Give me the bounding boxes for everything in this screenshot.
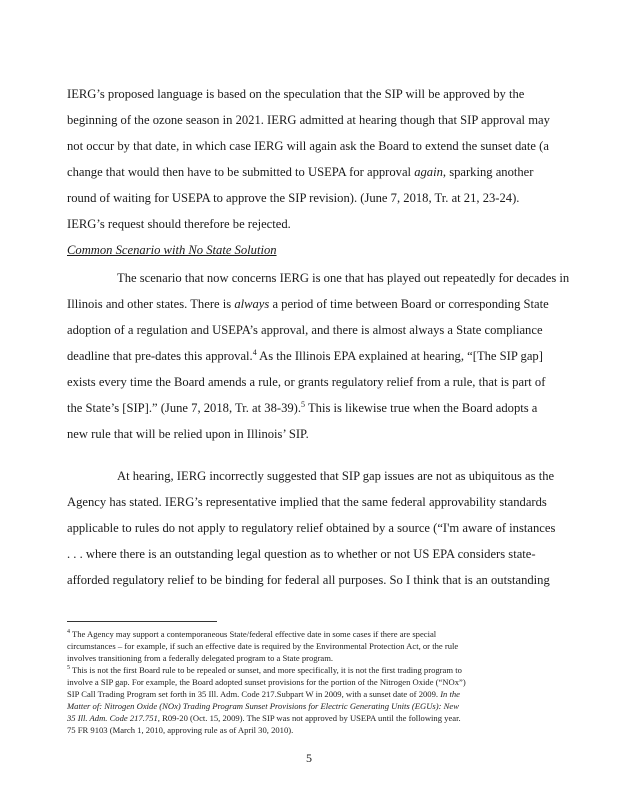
section-heading: Common Scenario with No State Solution bbox=[67, 243, 277, 257]
body-line: round of waiting for USEPA to approve the SIP revision). (June 7, 2018, Tr. at 21, 23-24). bbox=[67, 191, 520, 205]
footnote-line: circumstances – for example, if such an effective date is required by the Environmental Protection Act, or the rule bbox=[67, 641, 459, 651]
body-text: a period of time between Board or corresponding State bbox=[269, 297, 549, 311]
case-citation: 35 Ill. Adm. Code 217.751 bbox=[67, 713, 158, 723]
footnote-line bbox=[67, 689, 460, 700]
body-line: applicable to rules do not apply to regulatory relief obtained by a source (“I'm aware of instances bbox=[67, 521, 556, 535]
footnote-5 bbox=[67, 665, 462, 676]
body-line bbox=[67, 296, 549, 312]
body-line: exists every time the Board amends a rule, or grants regulatory relief from a rule, that is part of bbox=[67, 375, 546, 389]
body-line: afforded regulatory relief to be binding for federal all purposes. So I think that is an outstanding bbox=[67, 573, 550, 587]
footnote-ref-5[interactable]: 5 bbox=[301, 399, 306, 409]
body-line: Agency has stated. IERG’s representative implied that the same federal approvability standards bbox=[67, 495, 547, 509]
body-line: IERG’s request should therefore be rejected. bbox=[67, 217, 291, 231]
footnote-text: , R09-20 (Oct. 15, 2009). The SIP was not approved by USEPA until the following year. bbox=[157, 713, 461, 723]
footnote-separator bbox=[67, 621, 217, 622]
body-text: Illinois and other states. There is bbox=[67, 297, 235, 311]
body-text: This is likewise true when the Board adopts a bbox=[305, 401, 538, 415]
body-line: The scenario that now concerns IERG is one that has played out repeatedly for decades in bbox=[117, 271, 570, 285]
body-text: As the Illinois EPA explained at hearing, “[The SIP gap] bbox=[256, 349, 543, 363]
body-text: , sparking another bbox=[442, 165, 534, 179]
page-number: 5 bbox=[306, 751, 312, 765]
case-citation: In the bbox=[440, 689, 460, 699]
body-line: IERG’s proposed language is based on the speculation that the SIP will be approved by the bbox=[67, 87, 525, 101]
body-line: not occur by that date, in which case IERG will again ask the Board to extend the sunset date (a bbox=[67, 139, 549, 153]
body-line: adoption of a regulation and USEPA’s approval, and there is almost always a State compliance bbox=[67, 323, 543, 337]
body-line bbox=[67, 164, 533, 180]
emphasis-always: always bbox=[234, 297, 270, 311]
body-line: new rule that will be relied upon in Illinois’ SIP. bbox=[67, 427, 309, 441]
body-text: change that would then have to be submitted to USEPA for approval bbox=[67, 165, 415, 179]
body-text: deadline that pre-dates this approval. bbox=[67, 349, 253, 363]
body-line bbox=[67, 348, 543, 364]
emphasis-again: again bbox=[414, 165, 443, 179]
body-line bbox=[67, 400, 537, 416]
case-citation: Matter of: Nitrogen Oxide (NOx) Trading Program Sunset Provisions for Electric Generating Units (EGUs): New bbox=[67, 701, 459, 711]
footnote-line bbox=[67, 701, 459, 712]
footnote-line: 75 FR 9103 (March 1, 2010, approving rule as of April 30, 2010). bbox=[67, 725, 294, 735]
body-text: the State’s [SIP].” (June 7, 2018, Tr. at 38-39). bbox=[67, 401, 302, 415]
footnote-line: involves transitioning from a federally delegated program to a State program. bbox=[67, 653, 334, 663]
footnote-line: involve a SIP gap. For example, the Board adopted sunset provisions for the portion of the Nitrogen Oxide (“NOx”) bbox=[67, 677, 466, 687]
body-line: . . . where there is an outstanding legal question as to whether or not US EPA considers state- bbox=[67, 547, 536, 561]
footnote-line bbox=[67, 713, 461, 724]
footnote-text: SIP Call Trading Program set forth in 35 Ill. Adm. Code 217.Subpart W in 2009, with a sunset date of 2009. bbox=[67, 689, 441, 699]
footnote-text: This is not the first Board rule to be repealed or sunset, and more specifically, it is not the first trading program to bbox=[70, 665, 462, 675]
footnote-4 bbox=[67, 629, 436, 640]
footnote-mark: 5 bbox=[67, 665, 70, 672]
body-line: At hearing, IERG incorrectly suggested that SIP gap issues are not as ubiquitous as the bbox=[117, 469, 555, 483]
body-line: beginning of the ozone season in 2021. IERG admitted at hearing though that SIP approval may bbox=[67, 113, 550, 127]
footnote-ref-4[interactable]: 4 bbox=[252, 347, 257, 357]
footnote-mark: 4 bbox=[67, 629, 70, 636]
footnote-text: The Agency may support a contemporaneous State/federal effective date in some cases if there are special bbox=[70, 629, 437, 639]
